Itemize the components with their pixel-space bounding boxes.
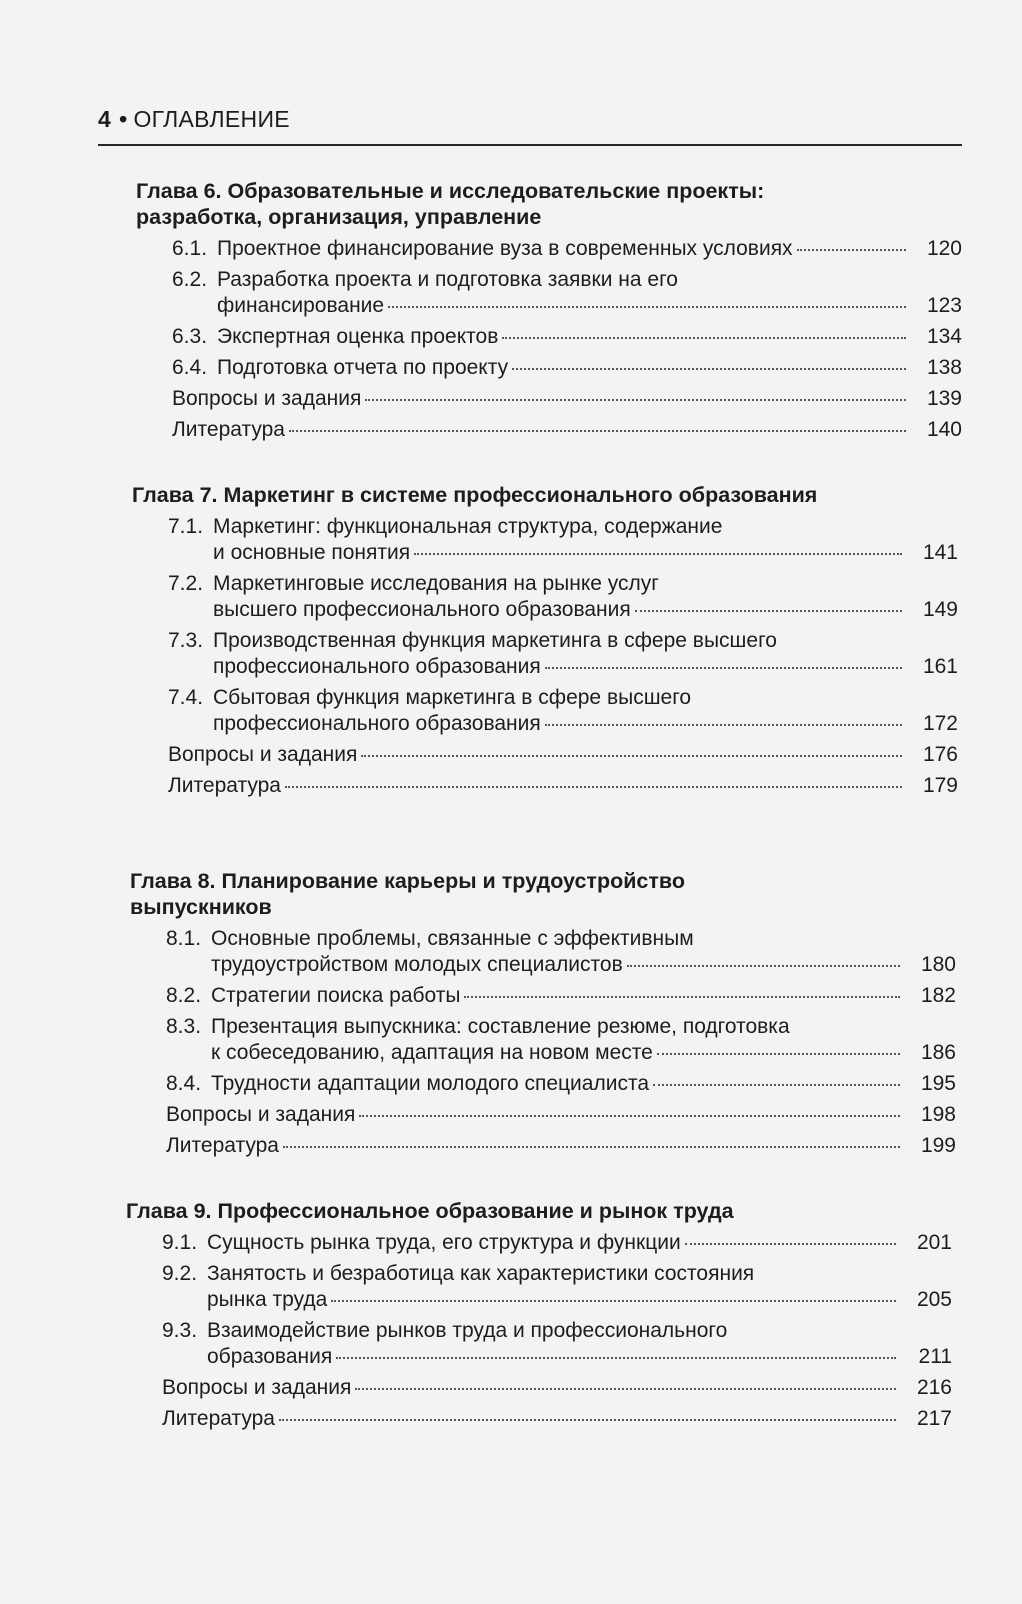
page-reference: 205 (916, 1288, 952, 1311)
page-reference: 195 (920, 1072, 956, 1095)
chapter-title: Глава 9. Профессиональное образование и рынок труда (126, 1199, 734, 1223)
chapter-title: Глава 6. Образовательные и исследовательские проекты: разработка, организация, управление (136, 179, 765, 229)
section-title-line: образования (207, 1345, 333, 1368)
toc-entry (168, 685, 958, 737)
chapter-block (136, 178, 962, 448)
section-title-line: Литература (172, 418, 285, 441)
page-number: 4 (98, 106, 112, 132)
section-title-line: финансирование (217, 294, 385, 317)
chapter-title: Глава 7. Маркетинг в системе профессионального образования (132, 483, 818, 507)
toc-entry (166, 983, 956, 1009)
chapter-title: Глава 8. Планирование карьеры и трудоустройство выпускников (130, 869, 685, 919)
section-title-line: Производственная функция маркетинга в сфере высшего (213, 629, 777, 652)
header-bullet: • (119, 106, 128, 132)
toc-entry (168, 628, 958, 680)
dot-leader (502, 337, 906, 339)
toc-entry (166, 1102, 956, 1128)
page-reference: 217 (916, 1407, 952, 1430)
section-title-line: к собеседованию, адаптация на новом месте (211, 1041, 653, 1064)
section-number: 6.4. (172, 356, 208, 379)
section-title-line: и основные понятия (213, 541, 411, 564)
section-title-line: Литература (168, 774, 281, 797)
section-title-line: Основные проблемы, связанные с эффективным (211, 927, 694, 950)
dot-leader (464, 996, 900, 998)
section-number: 8.3. (166, 1015, 202, 1038)
dot-leader (635, 610, 902, 612)
section-title-line: Подготовка отчета по проекту (217, 356, 509, 379)
toc-entry (168, 514, 958, 566)
dot-leader (359, 1115, 900, 1117)
section-number: 8.1. (166, 927, 202, 950)
section-title-line: Литература (166, 1134, 279, 1157)
dot-leader (331, 1300, 896, 1302)
chapter-block (126, 1198, 952, 1437)
page-reference: 134 (926, 325, 962, 348)
page-reference: 176 (922, 743, 958, 766)
section-number: 9.2. (162, 1262, 198, 1285)
section-title-line: профессионального образования (213, 712, 541, 735)
dot-leader (653, 1084, 900, 1086)
page-reference: 211 (918, 1345, 952, 1368)
dot-leader (279, 1419, 896, 1421)
toc-entry (172, 417, 962, 443)
dot-leader (283, 1146, 900, 1148)
dot-leader (512, 368, 906, 370)
toc-entry (168, 773, 958, 799)
page-reference: 201 (916, 1231, 952, 1254)
toc-entry (172, 324, 962, 350)
chapter-block (132, 482, 958, 804)
toc-entry (162, 1406, 952, 1432)
page-reference: 199 (920, 1134, 956, 1157)
toc-entry (172, 236, 962, 262)
toc-entry (166, 1014, 956, 1066)
section-number: 8.4. (166, 1072, 202, 1095)
dot-leader (361, 755, 902, 757)
page-reference: 172 (922, 712, 958, 735)
toc-entry (172, 355, 962, 381)
section-title-line: Маркетинговые исследования на рынке услуг (213, 572, 659, 595)
toc-entry (162, 1261, 952, 1313)
section-number: 7.4. (168, 686, 204, 709)
dot-leader (545, 667, 902, 669)
section-title-line: Литература (162, 1407, 275, 1430)
dot-leader (365, 399, 906, 401)
page-reference: 123 (926, 294, 962, 317)
toc-entry (168, 571, 958, 623)
section-title-line: Маркетинг: функциональная структура, содержание (213, 515, 723, 538)
section-title-line: Трудности адаптации молодого специалиста (211, 1072, 650, 1095)
toc-entry (172, 267, 962, 319)
dot-leader (289, 430, 906, 432)
section-title-line: трудоустройством молодых специалистов (211, 953, 623, 976)
section-number: 7.2. (168, 572, 204, 595)
page-reference: 182 (920, 984, 956, 1007)
page-reference: 139 (926, 387, 962, 410)
section-title-line: Сущность рынка труда, его структура и функции (207, 1231, 681, 1254)
dot-leader (336, 1357, 896, 1359)
section-title-line: Экспертная оценка проектов (217, 325, 499, 348)
chapter-block (130, 868, 956, 1164)
toc-entry (162, 1230, 952, 1256)
page-reference: 141 (922, 541, 958, 564)
section-title-line: Презентация выпускника: составление резюме, подготовка (211, 1015, 790, 1038)
section-title-line: Проектное финансирование вуза в современных условиях (217, 237, 793, 260)
toc-entry (162, 1318, 952, 1370)
page-reference: 179 (922, 774, 958, 797)
page-reference: 138 (926, 356, 962, 379)
section-title-line: Разработка проекта и подготовка заявки на его (217, 268, 678, 291)
section-number: 6.2. (172, 268, 208, 291)
toc-entry (166, 926, 956, 978)
dot-leader (797, 249, 906, 251)
dot-leader (685, 1243, 896, 1245)
section-number: 7.1. (168, 515, 204, 538)
section-title-line: Вопросы и задания (172, 387, 362, 410)
page-reference: 180 (920, 953, 956, 976)
section-title-line: Стратегии поиска работы (211, 984, 461, 1007)
running-title: ОГЛАВЛЕНИЕ (133, 106, 290, 132)
page-reference: 149 (922, 598, 958, 621)
section-number: 6.3. (172, 325, 208, 348)
page-reference: 120 (926, 237, 962, 260)
dot-leader (545, 724, 902, 726)
page-reference: 140 (926, 418, 962, 441)
toc-entry (166, 1133, 956, 1159)
section-number: 9.1. (162, 1231, 198, 1254)
toc-entry (168, 742, 958, 768)
page-reference: 186 (920, 1041, 956, 1064)
section-title-line: Занятость и безработица как характеристики состояния (207, 1262, 755, 1285)
section-title-line: Вопросы и задания (168, 743, 358, 766)
section-title-line: Вопросы и задания (162, 1376, 352, 1399)
page-reference: 198 (920, 1103, 956, 1126)
section-title-line: рынка труда (207, 1288, 328, 1311)
dot-leader (388, 306, 906, 308)
section-title-line: Взаимодействие рынков труда и профессионального (207, 1319, 728, 1342)
section-number: 9.3. (162, 1319, 198, 1342)
dot-leader (414, 553, 902, 555)
page-reference: 216 (916, 1376, 952, 1399)
section-title-line: Вопросы и задания (166, 1103, 356, 1126)
section-number: 6.1. (172, 237, 208, 260)
toc-entry (166, 1071, 956, 1097)
dot-leader (285, 786, 902, 788)
dot-leader (657, 1053, 900, 1055)
section-title-line: высшего профессионального образования (213, 598, 631, 621)
section-title-line: профессионального образования (213, 655, 541, 678)
toc-entry (162, 1375, 952, 1401)
section-number: 7.3. (168, 629, 204, 652)
dot-leader (627, 965, 900, 967)
section-title-line: Сбытовая функция маркетинга в сфере высшего (213, 686, 692, 709)
toc-entry (172, 386, 962, 412)
section-number: 8.2. (166, 984, 202, 1007)
dot-leader (355, 1388, 896, 1390)
page-reference: 161 (922, 655, 958, 678)
